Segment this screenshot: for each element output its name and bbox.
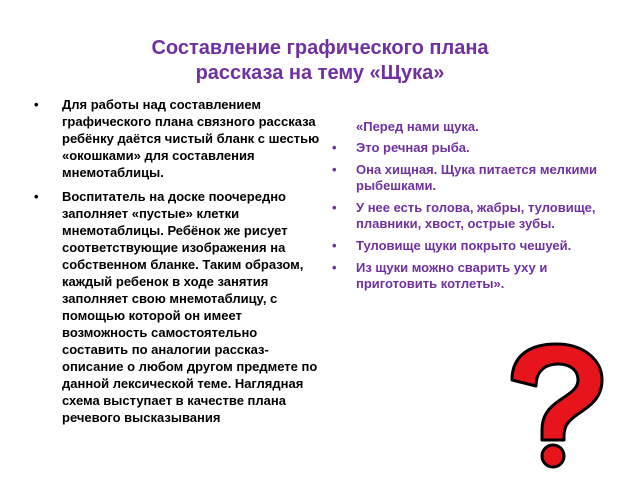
- slide-title: [0, 36, 640, 86]
- bullet-icon: •: [332, 238, 337, 253]
- bullet-icon: •: [34, 97, 39, 112]
- story-bullet-text: Она хищная. Щука питается мелкими рыбешками.: [356, 162, 598, 193]
- story-bullet-item: [330, 162, 600, 194]
- left-bullet-item: [30, 96, 320, 181]
- story-bullet-list: [330, 140, 600, 292]
- bullet-icon: •: [332, 260, 337, 275]
- story-bullet-text: Это речная рыба.: [356, 140, 470, 155]
- bullet-icon: •: [332, 140, 337, 155]
- story-bullet-item: [330, 140, 600, 156]
- slide-title-line-1: Составление графического плана: [151, 37, 489, 59]
- story-bullet-text: Из щуки можно сварить уху и приготовить котлеты».: [356, 260, 548, 291]
- story-bullet-text: У нее есть голова, жабры, туловище, плавники, хвост, острые зубы.: [356, 200, 596, 231]
- question-mark-shape: [512, 344, 602, 467]
- story-bullet-item: [330, 238, 600, 254]
- story-intro: «Перед нами щука.: [356, 119, 479, 134]
- story-example: [330, 119, 600, 298]
- bullet-icon: •: [332, 200, 337, 215]
- bullet-icon: •: [34, 189, 39, 204]
- story-bullet-item: [330, 200, 600, 232]
- story-bullet-item: [330, 260, 600, 292]
- bullet-icon: •: [332, 162, 337, 177]
- question-mark-icon: [500, 340, 610, 470]
- left-bullet-list: [30, 96, 320, 433]
- story-bullet-text: Туловище щуки покрыто чешуей.: [356, 238, 572, 253]
- left-bullet-text: Воспитатель на доске поочередно заполняет «пустые» клетки мнемотаблицы. Ребёнок же рисует соответствующие изображения на собственном бланке. Таким образом, каждый ребенок в ходе занятия заполняет свою мнемотаблицу, с помощью которой он имеет возможность самостоятельно составить по аналогии рассказ-описание о любом другом предмете по данной лексической теме. Наглядная схема выступает в качестве плана речевого высказывания: [62, 189, 318, 425]
- left-bullet-text: Для работы над составлением графического плана связного рассказа ребёнку даётся чистый бланк с шестью «окошками» для составления мнемотаблицы.: [62, 97, 320, 180]
- left-bullet-item: [30, 188, 320, 426]
- slide-title-line-2: рассказа на тему «Щука»: [195, 62, 445, 84]
